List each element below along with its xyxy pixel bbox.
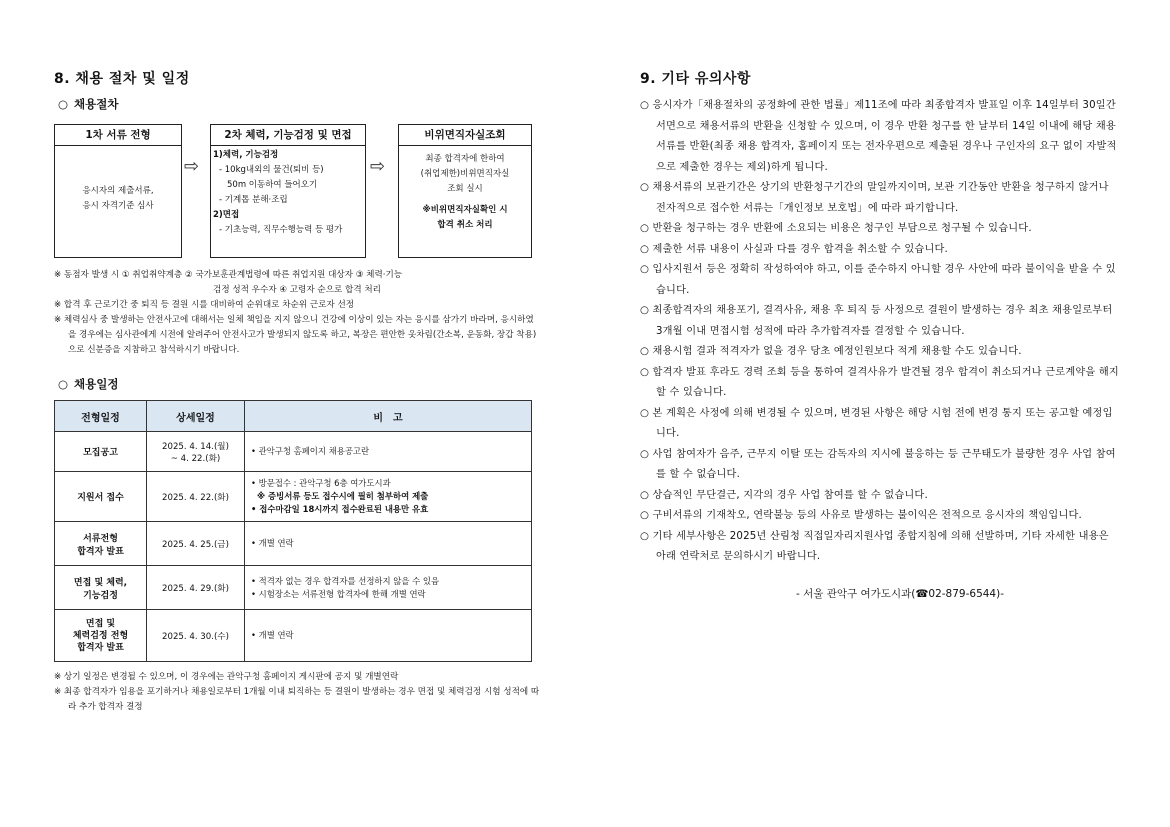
list-item: ○ 본 계획은 사정에 의해 변경될 수 있으며, 변경된 사항은 해당 시험 전에 변경 통지 또는 공고할 예정입니다. [640,407,1113,439]
schedule-heading: ○ 채용일정 [58,377,119,391]
flow-step-text: 50m 이동하여 들어오기 [227,180,318,190]
note-item: ※ 합격 후 근로기간 중 퇴직 등 결원 시를 대비하여 순위대로 차순위 근로자 선정 [54,300,355,310]
column-header: 비 고 [245,401,532,432]
flow-step-text: 응시 자격기준 심사 [82,201,154,211]
circle-bullet: ○ [640,223,650,234]
notes-cell: • 관악구청 홈페이지 채용공고란 [245,432,532,472]
right-column [640,68,1120,601]
flow-step-text: - 기계톱 분해·조립 [219,195,288,205]
flow-step-title: 1차 서류 전형 [55,125,181,146]
stage-cell: 지원서 접수 [55,472,147,522]
left-column [54,68,540,715]
list-item: ○ 구비서류의 기재착오, 연락불능 등의 사유로 발생하는 불이익은 전적으로 응시자의 책임입니다. [640,510,1082,521]
date-cell: 2025. 4. 30.(수) [147,610,245,662]
table-header-row [55,401,532,432]
stage-cell: 모집공고 [55,432,147,472]
flow-step-text: 최종 합격자에 한하여 [425,154,505,164]
note-item: ※ 체력심사 중 발생하는 안전사고에 대해서는 일체 책임을 지지 않으니 건강에 이상이 있는 자는 응시를 삼가기 바라며, 응시하였을 경우에는 심사관에게 시전에 알려주어 안전사고가 발생되지 않도록 하고, 복장은 편안한 옷차림(간소복, 운동화, 장갑 착용)으로 신분증을 지참하고 참석하시기 바랍니다. [54,315,537,355]
list-item: ○ 제출한 서류 내용이 사실과 다를 경우 합격을 취소할 수 있습니다. [640,243,948,255]
flow-step-text: 응시자의 제출서류, [82,186,154,196]
table-row [55,472,532,522]
circle-bullet: ○ [640,182,650,193]
circle-bullet: ○ [640,407,650,419]
table-row [55,610,532,662]
procedure-notes [54,268,540,358]
list-item: ○ 최종합격자의 채용포기, 결격사유, 채용 후 퇴직 등 사정으로 결원이 발생하는 경우 최초 채용일로부터 3개월 이내 면접시험 성적에 따라 추가합격자를 결정할 수 있습니다. [640,305,1113,337]
column-header: 상세일정 [147,401,245,432]
flow-step-text: ※비위면직자실확인 시 [422,205,508,215]
circle-bullet: ○ [640,489,650,501]
circle-bullet: ○ [640,243,650,255]
notes-cell: • 개별 연락 [245,610,532,662]
circle-bullet: ○ [640,448,650,460]
schedule-notes [54,670,540,715]
circle-bullet: ○ [640,346,650,357]
flow-step-text: 조회 실시 [447,184,483,194]
table-row [55,522,532,566]
flow-step-title: 비위면직자실조회 [399,125,531,146]
note-item: ※ 상기 일정은 변경될 수 있으며, 이 경우에는 관악구청 홈페이지 게시판에 공지 및 개별연락 [54,672,399,682]
flow-step-text: 1)체력, 기능검정 [213,150,279,160]
date-cell: 2025. 4. 29.(화) [147,566,245,610]
contact-info: - 서울 관악구 여가도시과(☎02-879-6544)- [796,587,1004,600]
list-item: ○ 상습적인 무단결근, 지각의 경우 사업 참여를 할 수 없습니다. [640,489,928,501]
procedure-heading: ○ 채용절차 [58,97,119,111]
list-item: ○ 반환을 청구하는 경우 반환에 소요되는 비용은 청구인 부담으로 청구될 수 있습니다. [640,223,1032,234]
notes-cell: • 적격자 없는 경우 합격자를 선정하지 않을 수 있음 • 시험장소는 서류전형 합격자에 한해 개별 연락 [245,566,532,610]
date-cell: 2025. 4. 22.(화) [147,472,245,522]
table-row [55,566,532,610]
flow-step-text: 합격 취소 처리 [437,220,493,230]
stage-cell: 서류전형 합격자 발표 [55,522,147,566]
notes-cell: • 방문접수 : 관악구청 6층 여가도시과 ※ 증빙서류 등도 접수시에 필히 첨부하여 제출 • 접수마감일 18시까지 접수완료된 내용만 유효 [245,472,532,522]
arrow-right-icon: ⇨ [370,156,386,177]
list-item: ○ 채용시험 결과 적격자가 없을 경우 당초 예정인원보다 적게 채용할 수도 있습니다. [640,346,1022,357]
date-cell: 2025. 4. 14.(월) ~ 4. 22.(화) [147,432,245,472]
flow-step-2 [210,124,366,258]
circle-bullet: ○ [640,510,650,521]
note-item: ※ 최종 합격자가 임용을 포기하거나 채용일로부터 1개월 이내 퇴직하는 등 결원이 발생하는 경우 면접 및 체력검정 시험 성적에 따라 추가 합격자 결정 [54,687,540,712]
flow-step-3 [398,124,532,258]
note-item: ※ 동점자 발생 시 ① 취업취약계층 ② 국가보훈관계법령에 따른 취업지원 대상자 ③ 체력·기능 [54,270,403,280]
section-8-title: 8. 채용 절차 및 일정 [54,71,190,87]
list-item: ○ 입사지원서 등은 정확히 작성하여야 하고, 이를 준수하지 아니할 경우 사안에 따라 불이익을 받을 수 있습니다. [640,264,1116,296]
stage-cell: 면접 및 체력검정 전형 합격자 발표 [55,610,147,662]
list-item: ○ 합격자 발표 후라도 경력 조회 등을 통하여 결격사유가 발견될 경우 합격이 취소되거나 근로계약을 해지할 수 있습니다. [640,366,1119,398]
section-9-title: 9. 기타 유의사항 [640,71,751,87]
circle-bullet: ○ [640,100,650,111]
flow-step-text: 2)면접 [213,210,240,220]
notice-list [640,96,1120,568]
stage-cell: 면접 및 체력, 기능검정 [55,566,147,610]
procedure-flow [54,124,540,258]
circle-bullet: ○ [640,264,650,275]
notes-cell: • 개별 연락 [245,522,532,566]
flow-step-text: - 기초능력, 직무수행능력 등 평가 [219,225,343,235]
circle-bullet: ○ [640,305,650,316]
flow-step-title: 2차 체력, 기능검정 및 면접 [211,125,365,146]
list-item: ○ 채용서류의 보관기간은 상기의 반환청구기간의 말일까지이며, 보관 기간동안 반환을 청구하지 않거나 전자적으로 접수한 서류는「개인정보 보호법」에 따라 파기합니다. [640,182,1109,214]
table-row [55,432,532,472]
circle-bullet: ○ [640,366,650,378]
date-cell: 2025. 4. 25.(금) [147,522,245,566]
column-header: 전형일정 [55,401,147,432]
circle-bullet: ○ [58,97,69,111]
note-item: 검정 성적 우수자 ④ 고령자 순으로 합격 처리 [213,285,381,295]
flow-step-text: - 10kg내외의 물건(퇴비 등) [219,165,324,175]
circle-bullet: ○ [640,530,650,542]
arrow-right-icon: ⇨ [184,156,200,177]
list-item: ○ 기타 세부사항은 2025년 산림청 직접일자리지원사업 종합지침에 의해 선발하며, 기타 자세한 내용은 아래 연락처로 문의하시기 바랍니다. [640,530,1109,562]
schedule-table [54,400,532,662]
list-item: ○ 사업 참여자가 음주, 근무지 이탈 또는 감독자의 지시에 불응하는 등 근무태도가 불량한 경우 사업 참여를 할 수 없습니다. [640,448,1116,480]
flow-step-1 [54,124,182,258]
flow-step-text: (취업제한)비위면직자실 [420,169,510,179]
circle-bullet: ○ [58,377,69,391]
list-item: ○ 응시자가「채용절차의 공정화에 관한 법률」제11조에 따라 최종합격자 발표일 이후 14일부터 30일간 서면으로 채용서류의 반환을 신청할 수 있으며, 이 경우 반환 청구를 한 날부터 14일 이내에 해당 채용서류를 반환(최종 채용 합격자, 홈페이지 또는 전자우편으로 제출된 경우나 구인자의 요구 없이 자발적으로 제출한 경우는 제외)하게 됩니다. [640,100,1117,173]
